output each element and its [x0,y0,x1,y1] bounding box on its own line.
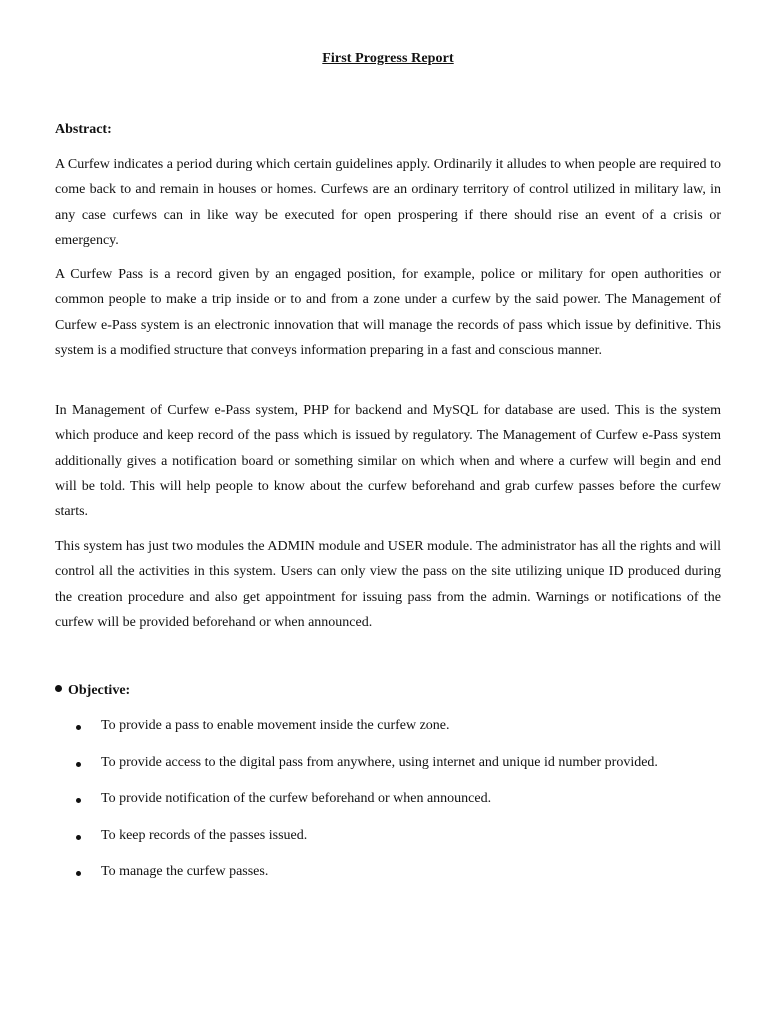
objective-text: To provide access to the digital pass from anywhere, using internet and unique id number provided. [101,754,658,770]
abstract-paragraph-2: A Curfew Pass is a record given by an engaged position, for example, police or military for open authorities or common people to make a trip inside or to and from a zone under a curfew by the said power. The Management of Curfew e-Pass system is an electronic innovation that will manage the records of pass which issue by definitive. This system is a modified structure that conveys information preparing in a fast and conscious manner. [55,267,721,358]
objective-list [0,718,768,901]
page-title: First Progress Report [322,51,454,66]
objective-heading [55,683,130,699]
list-item [0,791,768,828]
objective-text: To provide a pass to enable movement inside the curfew zone. [101,718,450,733]
bullet-icon [76,762,81,767]
list-item [0,718,768,755]
list-item [0,864,768,901]
abstract-paragraph-1: A Curfew indicates a period during which certain guidelines apply. Ordinarily it alludes to when people are required to come back to and remain in houses or homes. Curfews are an ordinary territory of control utilized in military law, in any case curfews can in like way be executed for open prospering if there should rise an event of a crisis or emergency. [55,157,721,248]
bullet-icon [76,835,81,840]
objective-text: To provide notification of the curfew beforehand or when announced. [101,791,492,806]
abstract-paragraph-4: This system has just two modules the ADMIN module and USER module. The administrator has all the rights and will control all the activities in this system. Users can only view the pass on the site utilizing unique ID produced during the creation procedure and also get appointment for issuing pass from the admin. Warnings or notifications of the curfew will be provided beforehand or when announced. [55,539,721,630]
objective-text: To manage the curfew passes. [101,864,269,879]
abstract-heading: Abstract: [55,122,112,137]
objective-text: To keep records of the passes issued. [101,827,308,843]
list-item [0,828,768,865]
bullet-icon [76,798,81,803]
abstract-paragraph-3: In Management of Curfew e-Pass system, PHP for backend and MySQL for database are used. This is the system which produce and keep record of the pass which is issued by regulatory. The Management of Curfew e-Pass system additionally gives a notification board or something similar on which when and where a curfew will begin and end will be told. This will help people to know about the curfew beforehand and grab curfew passes before the curfew starts. [55,403,721,520]
bullet-icon [76,725,81,730]
list-item [0,755,768,792]
objective-heading-label: Objective: [68,683,131,698]
bullet-icon [55,685,62,692]
bullet-icon [76,871,81,876]
